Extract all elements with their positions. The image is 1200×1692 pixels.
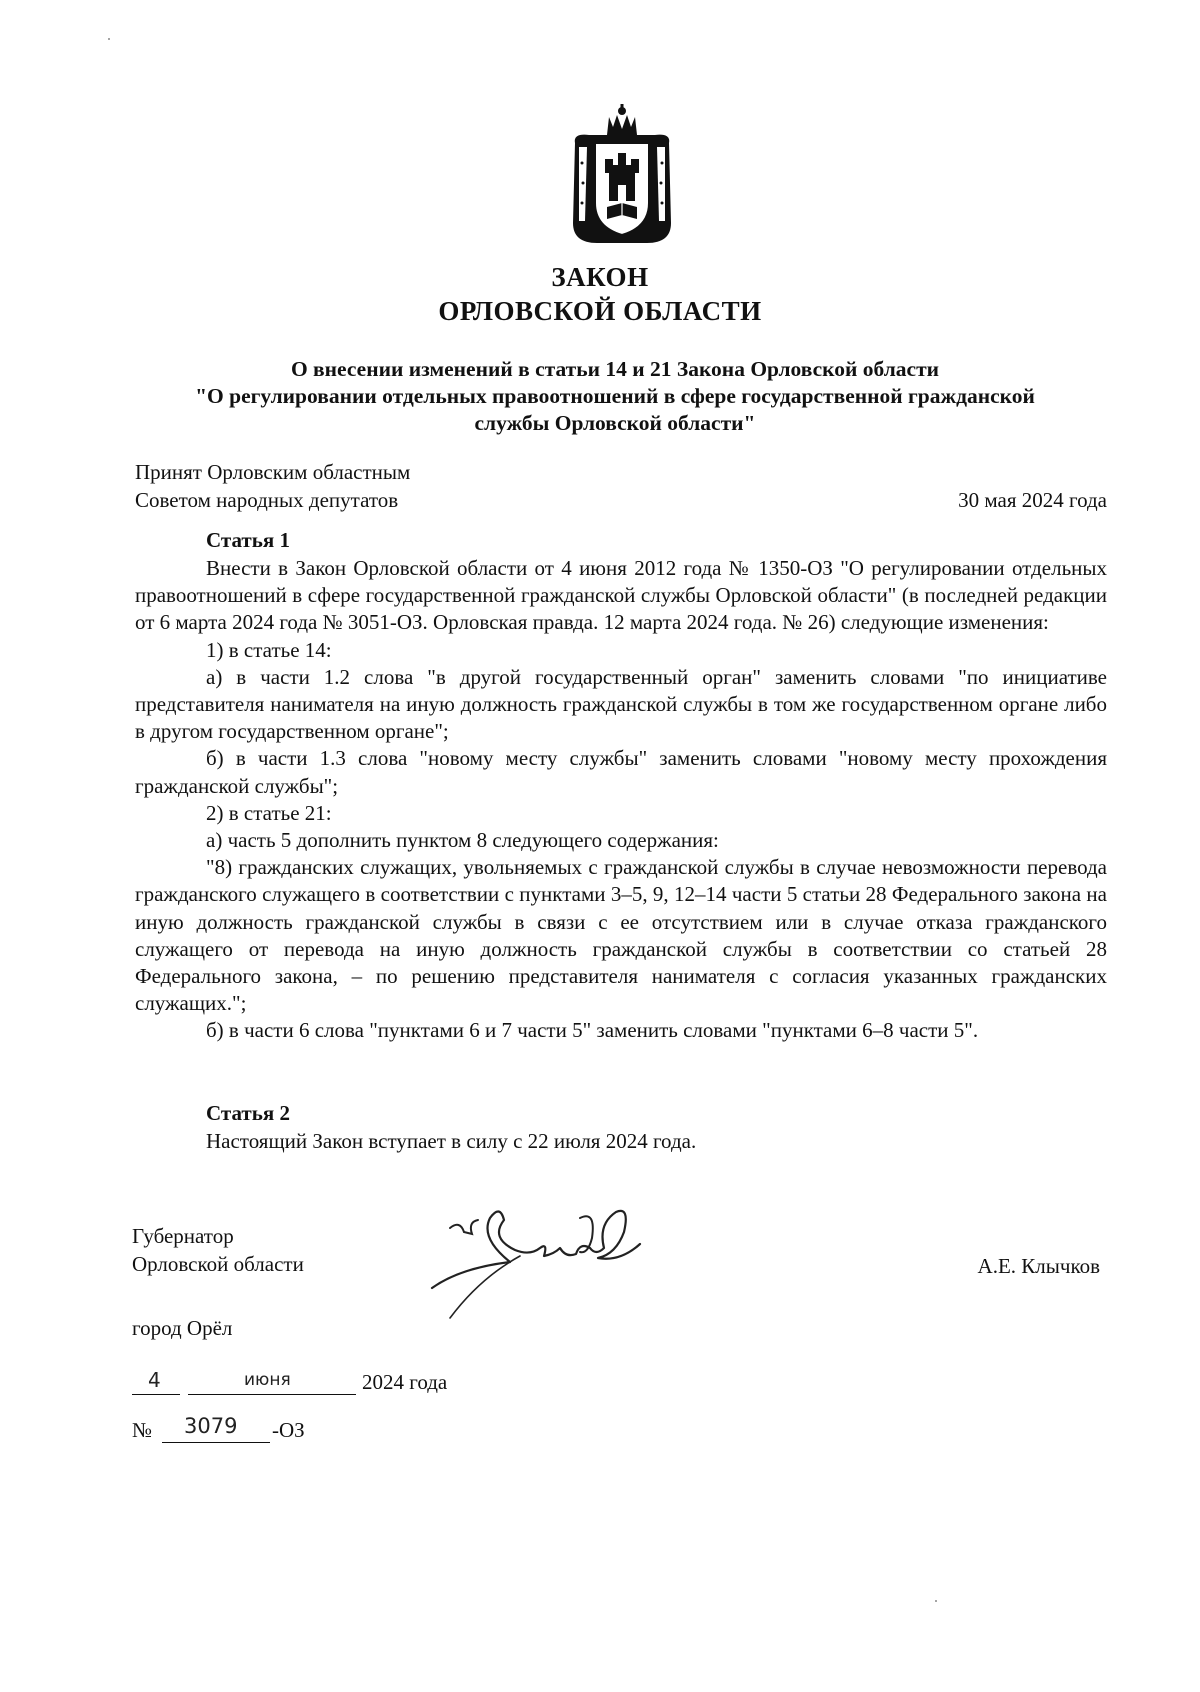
signing-city: город Орёл — [132, 1316, 233, 1340]
subtitle-line: службы Орловской области" — [474, 411, 756, 435]
paragraph: Внести в Закон Орловской области от 4 июня 2012 года № 1350-ОЗ "О регулировании отдельных правоотношений в сфере государственной гражданской службы Орловской области" (в последней редакции от 6 марта 2024 года № 3051-ОЗ. Орловская правда. 12 марта 2024 года. № 26) следующие изменения: — [135, 556, 1107, 635]
number-sign: № — [132, 1418, 153, 1442]
paragraph: 1) в статье 14: — [206, 637, 332, 662]
scan-speck — [108, 38, 110, 40]
number-suffix: -ОЗ — [272, 1418, 305, 1442]
position-line: Губернатор — [132, 1224, 234, 1248]
subtitle-line: "О регулировании отдельных правоотношений в сфере государственной гражданской — [195, 384, 1035, 408]
day-underline — [132, 1394, 180, 1395]
position-line: Орловской области — [132, 1252, 304, 1276]
signer-name: А.Е. Клычков — [977, 1254, 1100, 1278]
law-number — [132, 1414, 392, 1450]
number-underline — [162, 1442, 270, 1443]
signing-day: 4 — [148, 1368, 161, 1392]
article-1-body — [135, 555, 1107, 1045]
article-1-heading: Статья 1 — [206, 528, 290, 552]
document-title: ЗАКОН — [551, 262, 649, 292]
signing-year: 2024 года — [362, 1370, 448, 1394]
paragraph: а) часть 5 дополнить пунктом 8 следующего содержания: — [206, 828, 719, 853]
handwritten-signature — [420, 1198, 670, 1333]
paragraph: Настоящий Закон вступает в силу с 22 июля 2024 года. — [206, 1129, 697, 1153]
adoption-line: Принят Орловским областным — [135, 460, 411, 484]
law-subtitle — [130, 356, 1100, 437]
paragraph: б) в части 1.3 слова "новому месту службы" заменить словами "новому месту прохождения гражданской службы"; — [135, 746, 1107, 798]
paragraph: "8) гражданских служащих, увольняемых с гражданской службы в случае невозможности перевода гражданского служащего в соответствии с пунктами 3–5, 9, 12–14 части 5 статьи 28 Федерального закона на иную должность гражданской службы в связи с ее отсутствием или в случае отказа гражданского служащего от перевода на иную должность гражданской службы в соответствии со статьей 28 Федерального закона, – по решению представителя нанимателя с согласия указанных гражданских служащих."; — [135, 855, 1107, 1016]
signing-month: июня — [244, 1370, 291, 1390]
adoption-line: Советом народных депутатов — [135, 488, 399, 512]
adoption-note — [135, 458, 410, 514]
scan-speck — [935, 1600, 937, 1602]
signer-position — [132, 1222, 304, 1278]
paragraph: 2) в статье 21: — [206, 800, 332, 825]
adoption-date: 30 мая 2024 года — [958, 488, 1107, 512]
law-number-value: 3079 — [184, 1414, 238, 1438]
article-2-body — [135, 1128, 1107, 1155]
article-2-heading: Статья 2 — [206, 1101, 290, 1125]
paragraph: а) в части 1.2 слова "в другой государственный орган" заменить словами "по инициативе представителя нанимателя на иную должность гражданской службы в том же государственном органе либо в другом государственном органе"; — [135, 664, 1107, 744]
document-title-region: ОРЛОВСКОЙ ОБЛАСТИ — [438, 296, 762, 326]
month-underline — [188, 1394, 356, 1395]
subtitle-line: О внесении изменений в статьи 14 и 21 Закона Орловской области — [290, 357, 940, 381]
paragraph: б) в части 6 слова "пунктами 6 и 7 части 5" заменить словами "пунктами 6–8 части 5". — [206, 1018, 979, 1043]
signing-date — [132, 1370, 492, 1400]
coat-of-arms-emblem — [567, 103, 677, 248]
